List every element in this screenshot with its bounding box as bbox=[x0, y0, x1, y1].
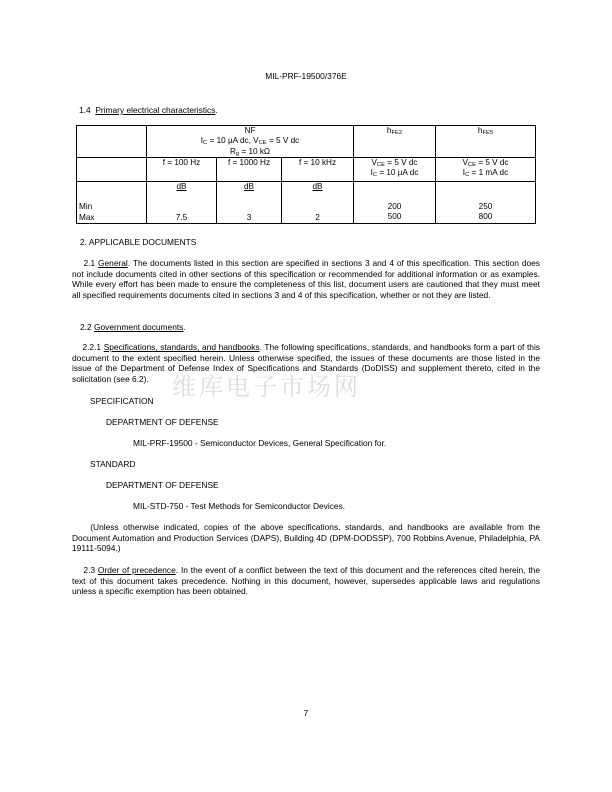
general-title: General bbox=[98, 258, 128, 268]
paragraph-2-1: 2.1 General. The documents listed in this section are specified in sections 3 and 4 of this specification. This section does not include documents cited in other sections of this specification or recommended for additional information or as examples. While every effort has been made to ensure the completeness of this list, document users are cautioned that they must meet all specified requirements documents cited in sections 3 and 4 of this specification, whether or not they are listed. bbox=[72, 258, 540, 300]
section-title-end: . bbox=[215, 105, 218, 115]
hfe2-condition: $V_{CE} = 5$ V dc $I_C = 10$ µA dc bbox=[354, 158, 436, 182]
spec-reference: MIL-PRF-19500 - Semiconductor Devices, General Specification for. bbox=[133, 438, 387, 448]
section-2-heading: 2. APPLICABLE DOCUMENTS bbox=[80, 237, 197, 247]
hfe5-condition: $V_{CE} = 5$ V dc $I_C = 1$ mA dc bbox=[436, 158, 536, 182]
max-value: 500 bbox=[387, 212, 402, 222]
specs-standards-title: Specifications, standards, and handbooks bbox=[103, 342, 260, 352]
min-value bbox=[149, 202, 214, 212]
watermark: 维库电子市场网 bbox=[172, 373, 361, 401]
value-cell bbox=[436, 182, 536, 224]
max-label: Max bbox=[79, 212, 95, 222]
hfe5-header: $h_{FE5}$ bbox=[436, 126, 536, 158]
availability-note: (Unless otherwise indicated, copies of the above specifications, standards, and handbooks are available from the Document Automation and Production Services (DAPS), Building 4D (DPM-DODSSP), 700 Robbins Avenue, Philadelphia, PA 19111-5094.) bbox=[72, 522, 540, 554]
corner-cell bbox=[77, 126, 147, 158]
min-label: Min bbox=[79, 202, 93, 212]
section-number: 1.4 bbox=[79, 105, 91, 115]
limit-labels bbox=[77, 182, 147, 224]
min-value: 200 bbox=[387, 202, 402, 211]
freq-1000hz: f = 1000 Hz bbox=[217, 158, 282, 182]
nf-condition-2: $R_g = 10$ kΩ bbox=[229, 146, 271, 157]
unit-label: dB bbox=[176, 182, 187, 191]
value-cell bbox=[354, 182, 436, 224]
paragraph-2-2: 2.2 Government documents. bbox=[80, 322, 186, 332]
freq-10khz: f = 10 kHz bbox=[282, 158, 354, 182]
paragraph-2-2-1: 2.2.1 Specifications, standards, and handbooks. The following specifications, standards, and handbooks form a part of this document to the extent specified herein. Unless otherwise specified, the issues of these documents are those listed in the issue of the Department of Defense Index of Specifications and Standards (DoDISS) and supplement thereto, cited in the solicitation (see 6.2). bbox=[72, 342, 540, 384]
dod-label: DEPARTMENT OF DEFENSE bbox=[106, 417, 219, 427]
dod-label: DEPARTMENT OF DEFENSE bbox=[106, 480, 219, 490]
section-title: Primary electrical characteristics bbox=[95, 105, 216, 115]
nf-title: NF bbox=[244, 126, 256, 135]
value-cell bbox=[217, 182, 282, 224]
unit-label: dB bbox=[312, 182, 323, 191]
section-1-4-heading bbox=[79, 105, 218, 116]
value-cell bbox=[282, 182, 354, 224]
min-value: 250 bbox=[478, 202, 493, 211]
electrical-characteristics-table bbox=[76, 125, 536, 224]
min-value bbox=[219, 202, 279, 212]
document-id: MIL-PRF-19500/376E bbox=[265, 71, 347, 81]
value-cell bbox=[147, 182, 217, 224]
page-number: 7 bbox=[303, 708, 309, 718]
order-of-precedence-title: Order of precedence bbox=[97, 565, 176, 575]
standard-label: STANDARD bbox=[90, 459, 136, 469]
nf-header bbox=[147, 126, 354, 158]
hfe2-header: $h_{FE2}$ bbox=[354, 126, 436, 158]
empty-cell bbox=[77, 158, 147, 182]
max-value: 2 bbox=[315, 212, 320, 222]
max-value: 3 bbox=[246, 212, 252, 222]
max-value: 800 bbox=[478, 212, 493, 222]
paragraph-2-3: 2.3 Order of precedence. In the event of a conflict between the text of this document and the references cited herein, the text of this document takes precedence. Nothing in this document, however, supersedes applicable laws and regulations unless a specific exemption has been obtained. bbox=[72, 565, 540, 597]
min-value bbox=[284, 202, 351, 212]
government-documents-title: Government documents bbox=[93, 322, 184, 332]
max-value: 7.5 bbox=[175, 212, 188, 222]
unit-label: dB bbox=[243, 182, 254, 191]
specification-label: SPECIFICATION bbox=[90, 396, 154, 406]
nf-condition-1: $I_C = 10$ µA dc, $V_{CE} = 5$ V dc bbox=[200, 136, 300, 147]
std-reference: MIL-STD-750 - Test Methods for Semiconductor Devices. bbox=[133, 501, 346, 511]
freq-100hz: f = 100 Hz bbox=[147, 158, 217, 182]
